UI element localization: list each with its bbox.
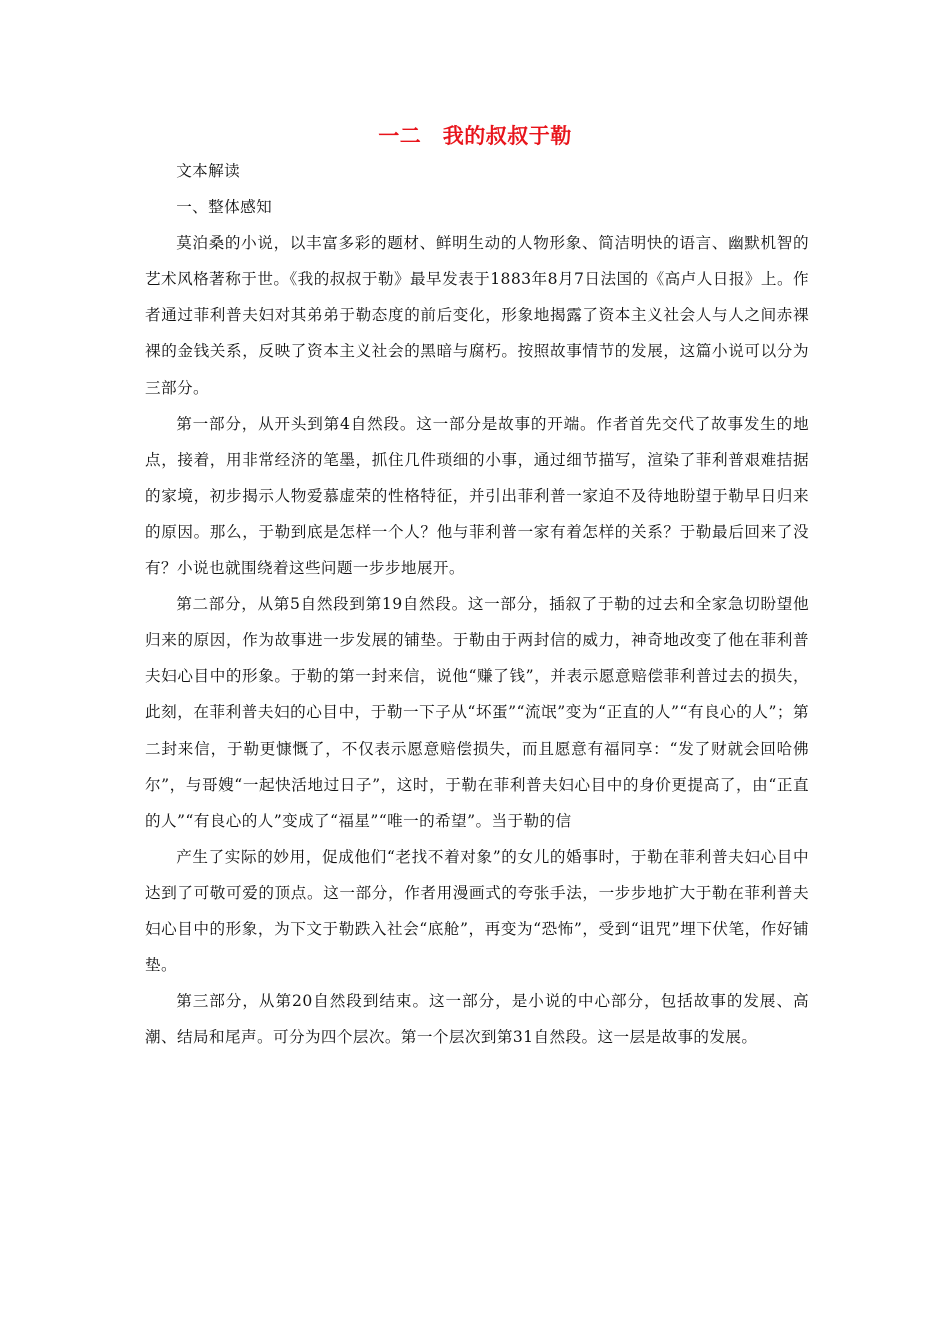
section-heading: 文本解读: [176, 162, 241, 180]
paragraph-part-two-continued: 产生了实际的妙用，促成他们“老找不着对象”的女儿的婚事时，于勒在菲利普夫妇心目中达到了可敬可爱的顶点。这一部分，作者用漫画式的夸张手法，一步步地扩大于勒在菲利普夫妇心目中的形象，为下文于勒跌入社会“底舱”，再变为“恐怖”，受到“诅咒”埋下伏笔，作好铺垫。: [145, 847, 809, 975]
paragraph-intro: 莫泊桑的小说，以丰富多彩的题材、鲜明生动的人物形象、简洁明快的语言、幽默机智的艺术风格著称于世。《我的叔叔于勒》最早发表于1883年8月7日法国的《高卢人日报》上。作者通过菲利普夫妇对其弟弟于勒态度的前后变化，形象地揭露了资本主义社会人与人之间赤裸裸的金钱关系，反映了资本主义社会的黑暗与腐朽。按照故事情节的发展，这篇小说可以分为三部分。: [145, 234, 809, 397]
subsection-heading: 一、整体感知: [176, 198, 273, 217]
page-title: 一二 我的叔叔于勒: [378, 123, 572, 148]
paragraph-part-three: 第三部分，从第20自然段到结束。这一部分，是小说的中心部分，包括故事的发展、高潮、结局和尾声。可分为四个层次。第一个层次到第31自然段。这一层是故事的发展。: [145, 992, 809, 1047]
paragraph-part-two: 第二部分，从第5自然段到第19自然段。这一部分，插叙了于勒的过去和全家急切盼望他归来的原因，作为故事进一步发展的铺垫。于勒由于两封信的威力，神奇地改变了他在菲利普夫妇心目中的形象。于勒的第一封来信，说他“赚了钱”，并表示愿意赔偿菲利普过去的损失，此刻，在菲利普夫妇的心目中，于勒一下子从“坏蛋”“流氓”变为“正直的人”“有良心的人”；第二封来信，于勒更慷慨了，不仅表示愿意赔偿损失，而且愿意有福同享：“发了财就会回哈佛尔”，与哥嫂“一起快活地过日子”，这时，于勒在菲利普夫妇心目中的身价更提高了，由“正直的人”“有良心的人”变成了“福星”“唯一的希望”。当于勒的信: [145, 595, 809, 830]
paragraph-part-one: 第一部分，从开头到第4自然段。这一部分是故事的开端。作者首先交代了故事发生的地点，接着，用非常经济的笔墨，抓住几件琐细的小事，通过细节描写，渲染了菲利普艰难拮据的家境，初步揭示人物爱慕虚荣的性格特征，并引出菲利普一家迫不及待地盼望于勒早日归来的原因。那么，于勒到底是怎样一个人？他与菲利普一家有着怎样的关系？于勒最后回来了没有？小说也就围绕着这些问题一步步地展开。: [145, 414, 809, 578]
document-body: [145, 153, 809, 1055]
